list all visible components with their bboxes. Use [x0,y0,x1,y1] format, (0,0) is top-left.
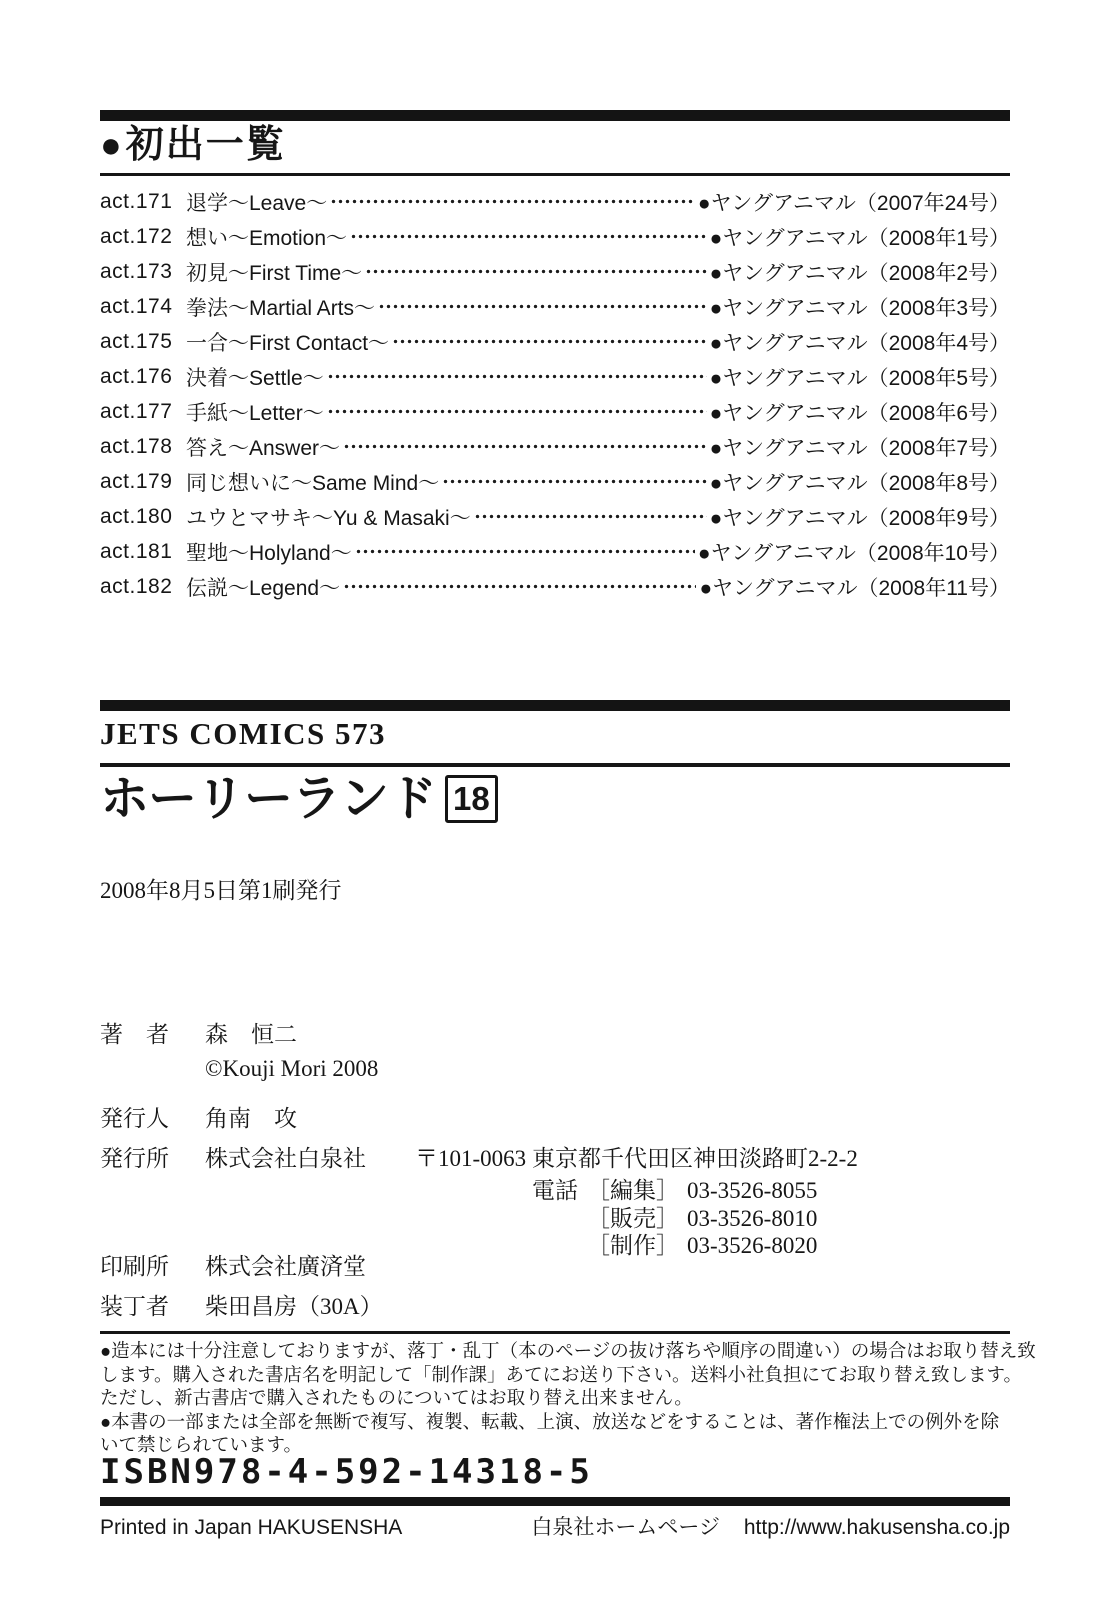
toc-source: ●ヤングアニマル（2008年4号） [709,331,1010,355]
toc-act: act.172 [100,224,173,248]
first-publication-header [100,121,286,169]
toc-title: 伝説〜Legend〜 [186,576,341,600]
author-name: 森 恒二 [205,1022,297,1047]
toc-source: ●ヤングアニマル（2008年1号） [709,226,1010,250]
dotted-leader [442,464,706,499]
notice-line: ●本書の一部または全部を無断で複写、複製、転載、上演、放送などをすることは、著作権法上での例外を除 [100,1412,1000,1433]
toc-act: act.177 [100,399,173,423]
publisher-name: 角南 攻 [205,1106,297,1131]
dotted-leader [378,289,707,324]
address: 東京都千代田区神田淡路町2-2-2 [532,1146,858,1171]
toc-title: 退学〜Leave〜 [186,191,328,215]
toc-title: 決着〜Settle〜 [186,366,324,390]
phone-dept: ［編集］ [587,1178,679,1203]
print-date: 2008年8月5日第1刷発行 [100,878,342,903]
toc-act: act.175 [100,329,173,353]
publishing-house-label: 発行所 [100,1146,169,1171]
toc-row [100,289,1010,324]
toc-title: 同じ想いに〜Same Mind〜 [186,471,440,495]
toc-row [100,324,1010,359]
return-policy-notice [100,1341,1036,1459]
author-row [100,1016,297,1049]
notice-line: ただし、新古書店で購入されたものについてはお取り替え出来ません。 [100,1389,693,1409]
homepage-info [531,1511,1010,1541]
toc-act: act.171 [100,189,173,213]
printer-name: 株式会社廣済堂 [205,1254,366,1279]
dotted-leader [330,184,695,219]
divider [100,173,1010,176]
divider [100,1331,1010,1334]
phone-number: 03-3526-8020 [687,1233,818,1258]
designer-name: 柴田昌房（30A） [205,1294,383,1319]
toc-act: act.179 [100,469,173,493]
toc-source: ●ヤングアニマル（2008年5号） [709,366,1010,390]
publisher-label: 発行人 [100,1106,169,1131]
bottom-bar [100,1497,1010,1506]
toc-row [100,569,1010,604]
isbn-text: ISBN978-4-592-14318-5 [100,1452,593,1492]
toc-row [100,429,1010,464]
toc-act: act.180 [100,504,173,528]
phone-number: 03-3526-8055 [687,1178,818,1203]
publishing-house-row [100,1140,858,1173]
header-bullet-icon: ● [100,124,124,165]
toc-act: act.174 [100,294,173,318]
designer-row [100,1288,383,1321]
toc-source: ●ヤングアニマル（2008年2号） [709,261,1010,285]
author-label: 著 者 [100,1022,169,1047]
notice-line: します。購入された書店名を明記して「制作課」あてにお送り下さい。送料小社負担にてお取り替え致します。 [100,1365,1023,1386]
phone-line [532,1227,817,1260]
dotted-leader [355,534,695,569]
toc-title: 手紙〜Letter〜 [186,401,324,425]
printer-row [100,1248,366,1281]
toc-row [100,184,1010,219]
publisher-row [100,1100,297,1133]
toc-source: ●ヤングアニマル（2008年3号） [709,296,1010,320]
toc-title: 答え〜Answer〜 [186,436,341,460]
toc-row [100,394,1010,429]
header-title: 初出一覧 [125,124,286,166]
toc-row [100,254,1010,289]
toc-row [100,359,1010,394]
postal-code: 〒101-0063 [415,1146,527,1171]
toc-source: ●ヤングアニマル（2007年24号） [697,191,1010,215]
dotted-leader [343,429,707,464]
toc-row [100,219,1010,254]
toc-source: ●ヤングアニマル（2008年8号） [709,471,1010,495]
imprint-divider-bar [100,700,1010,711]
dotted-leader [474,499,707,534]
toc-act: act.176 [100,364,173,388]
toc-row [100,534,1010,569]
toc-title: 想い〜Emotion〜 [186,226,348,250]
homepage-label: 白泉社ホームページ [531,1516,720,1539]
toc-source: ●ヤングアニマル（2008年11号） [699,576,1010,600]
dotted-leader [343,569,696,604]
toc-source: ●ヤングアニマル（2008年10号） [697,541,1010,565]
phone-number: 03-3526-8010 [687,1206,818,1231]
dotted-leader [350,219,707,254]
toc-source: ●ヤングアニマル（2008年9号） [709,506,1010,530]
phone-dept: ［販売］ [587,1206,679,1231]
toc-source: ●ヤングアニマル（2008年7号） [709,436,1010,460]
dotted-leader [327,394,707,429]
volume-badge: 18 [445,775,498,823]
notice-line: いて禁じられています。 [100,1436,303,1456]
series-label: JETS COMICS 573 [100,716,387,751]
dotted-leader [327,359,707,394]
toc-title: 拳法〜Martial Arts〜 [186,296,376,320]
printer-label: 印刷所 [100,1254,169,1279]
toc-title: 一合〜First Contact〜 [186,331,390,355]
toc-source: ●ヤングアニマル（2008年6号） [709,401,1010,425]
notice-line: ●造本には十分注意しておりますが、落丁・乱丁（本のページの抜け落ちや順序の間違い）の場合はお取り替え致 [100,1342,1036,1362]
phone-dept: ［制作］ [587,1233,679,1258]
toc-act: act.181 [100,539,173,563]
publishing-house-name: 株式会社白泉社 [205,1146,366,1171]
toc-title: 初見〜First Time〜 [186,261,363,285]
copyright-notice [205,1056,378,1082]
first-publication-list [100,184,1010,604]
book-title: ホーリーランド [100,772,437,826]
book-title-row [100,772,498,826]
divider [100,763,1010,767]
footer [100,1511,1010,1541]
toc-act: act.173 [100,259,173,283]
top-divider-bar [100,110,1010,121]
toc-title: 聖地〜Holyland〜 [186,541,352,565]
toc-row [100,499,1010,534]
copyright-text: ©Kouji Mori 2008 [205,1056,379,1081]
printed-in-japan: Printed in Japan HAKUSENSHA [100,1516,403,1539]
dotted-leader [392,324,707,359]
toc-title: ユウとマサキ〜Yu & Masaki〜 [186,506,471,530]
phone-prefix: 電話 [532,1178,578,1203]
designer-label: 装丁者 [100,1294,169,1319]
toc-row [100,464,1010,499]
toc-act: act.178 [100,434,173,458]
dotted-leader [365,254,706,289]
homepage-url: http://www.hakusensha.co.jp [743,1516,1010,1539]
toc-act: act.182 [100,574,173,598]
